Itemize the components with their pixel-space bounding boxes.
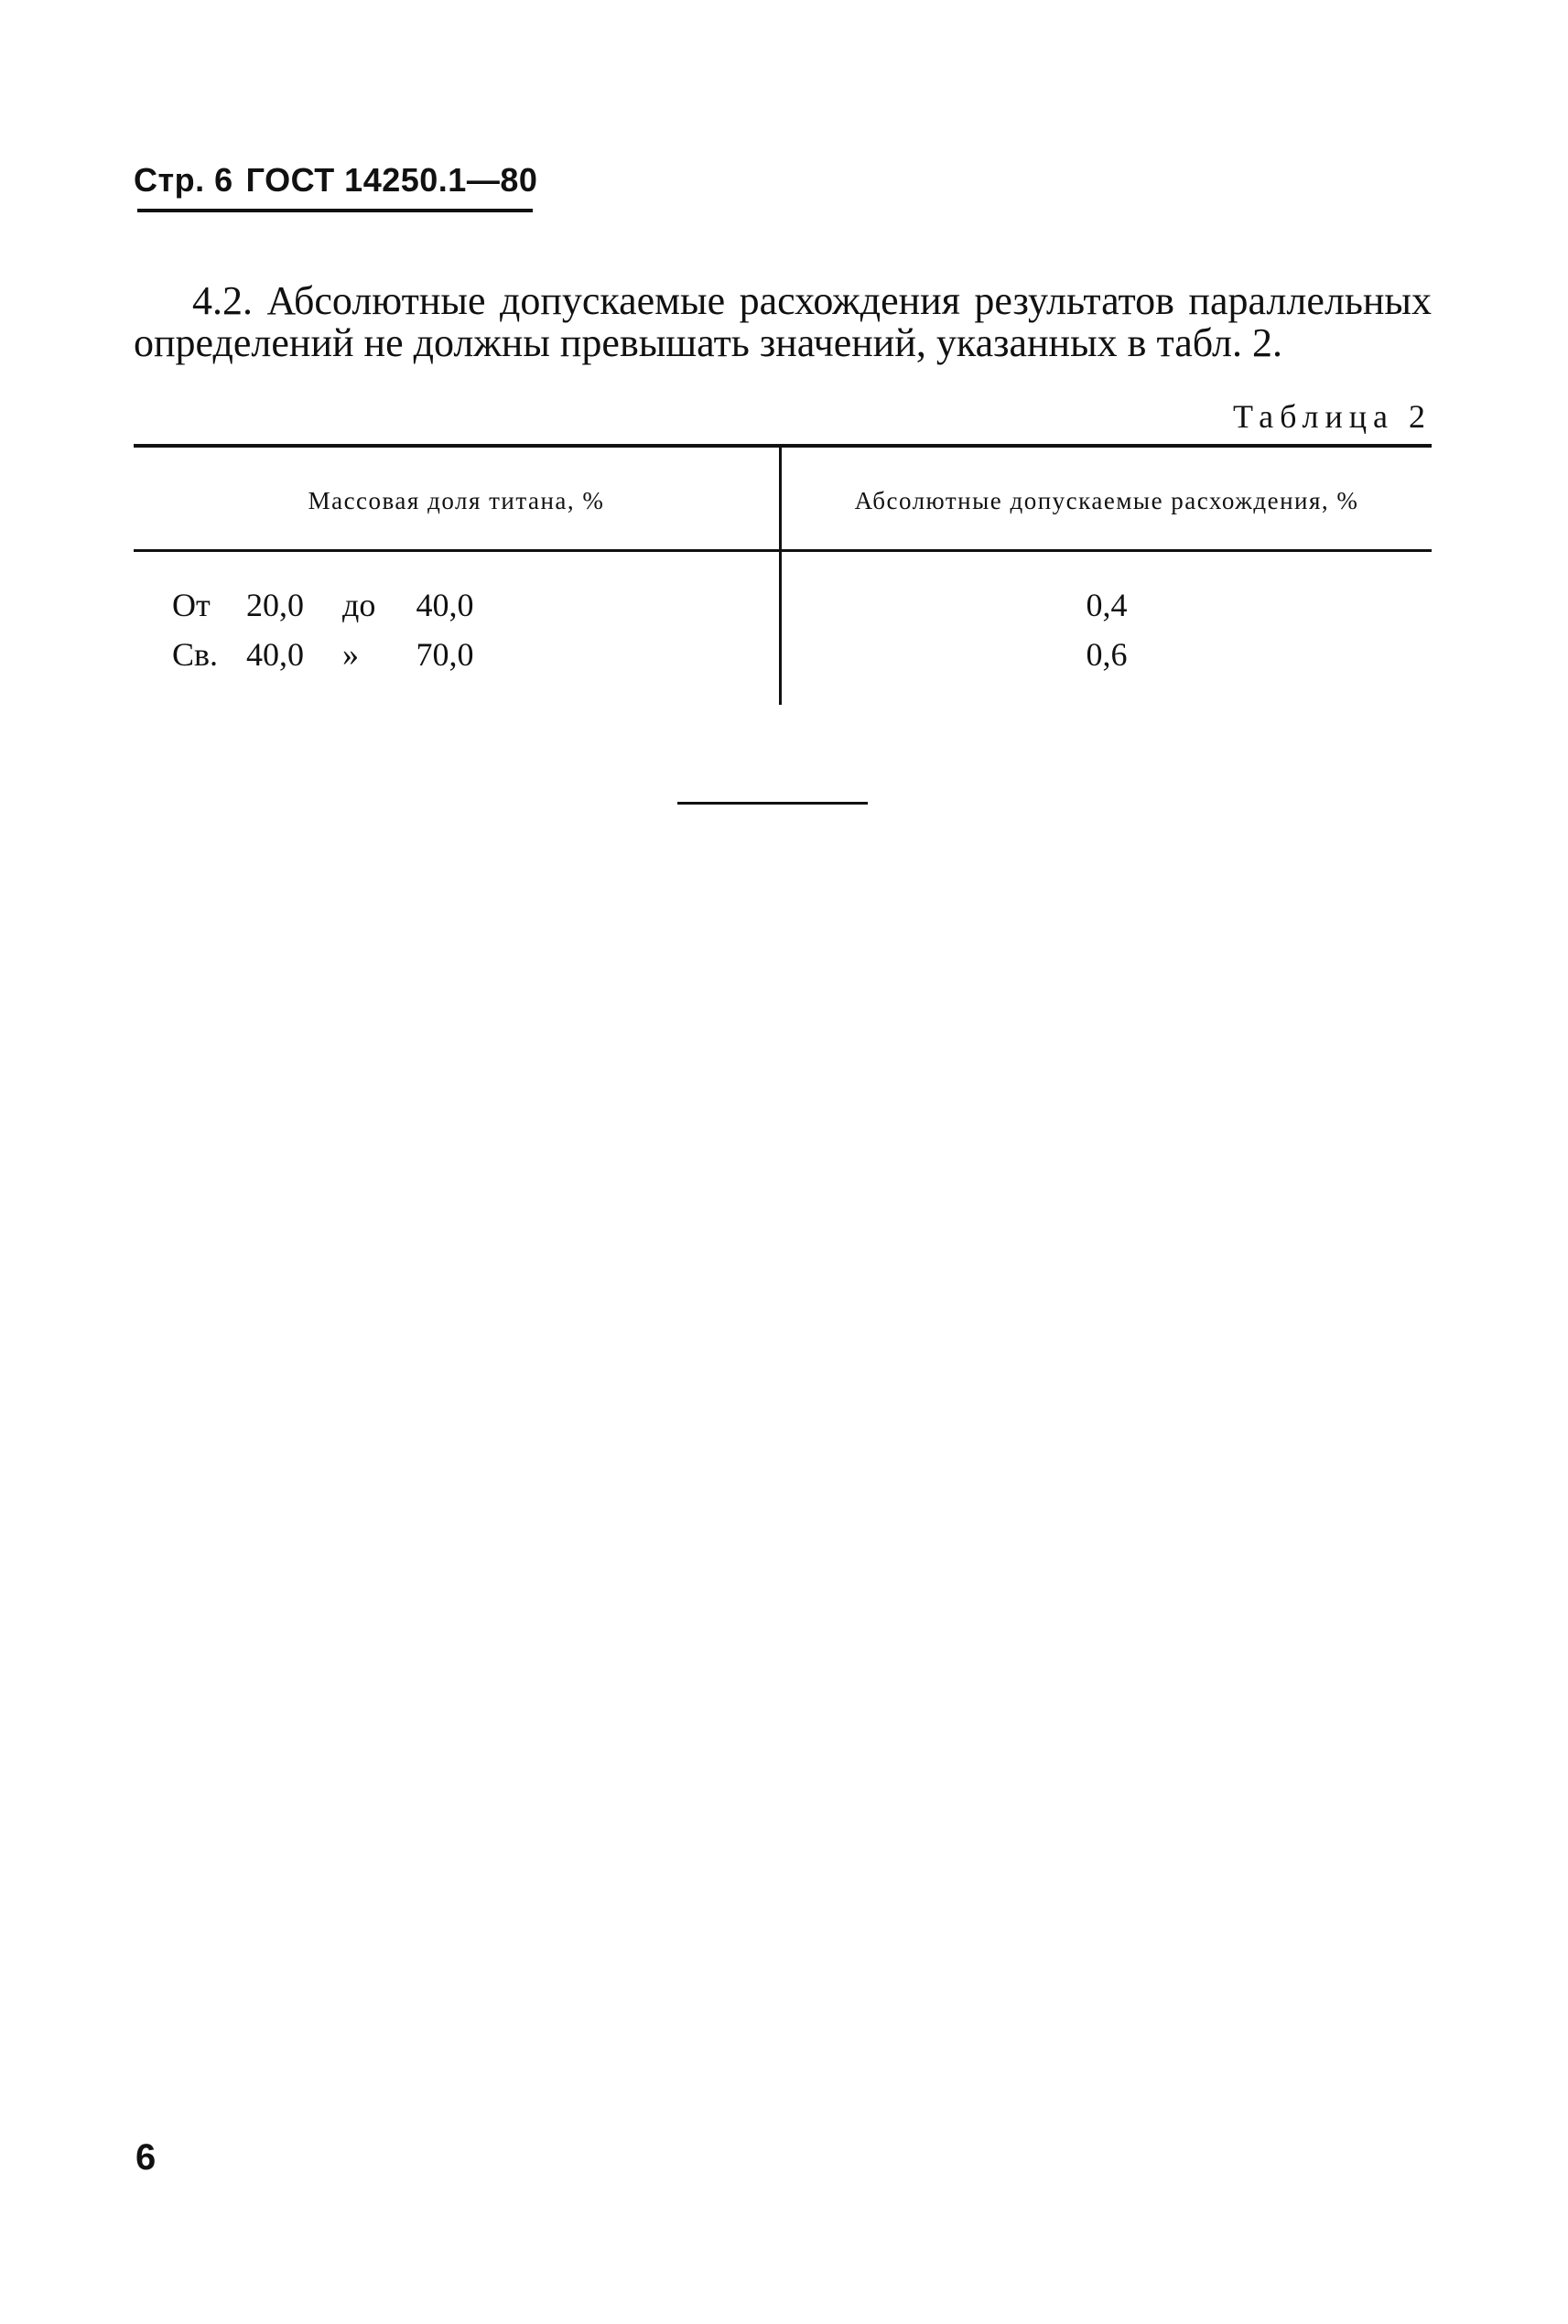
tolerance-value: 0,6 (1086, 636, 1128, 673)
range-to: 40,0 (416, 587, 474, 623)
range-from: 40,0 (246, 636, 304, 673)
range-prefix: Св. (172, 636, 219, 673)
table-row (134, 635, 1432, 681)
table-top-rule (134, 444, 1432, 448)
page-label: Стр. 6 (134, 161, 233, 199)
table-header-rule (134, 549, 1432, 552)
column-header-tolerance: Абсолютные допускаемые расхождения, % (854, 487, 1359, 514)
tolerance-value: 0,4 (1086, 587, 1128, 623)
table-caption: Таблица 2 (1233, 398, 1432, 435)
page-number: 6 (135, 2137, 157, 2178)
range-conjunction: » (342, 636, 359, 673)
range-prefix: От (172, 587, 211, 623)
standard-number: ГОСТ 14250.1—80 (245, 161, 538, 199)
page-header (134, 161, 537, 200)
header-rule (137, 209, 533, 212)
column-header-titanium-fraction: Массовая доля титана, % (308, 487, 605, 514)
range-from: 20,0 (246, 587, 304, 623)
range-conjunction: до (342, 587, 376, 623)
clause-4-2-text: 4.2. Абсолютные допускаемые расхождения результатов параллельных определений не должны превышать значений, указанных в табл. 2. (134, 278, 1432, 365)
table-row (134, 586, 1432, 632)
range-to: 70,0 (416, 636, 474, 673)
section-end-rule (677, 802, 868, 805)
